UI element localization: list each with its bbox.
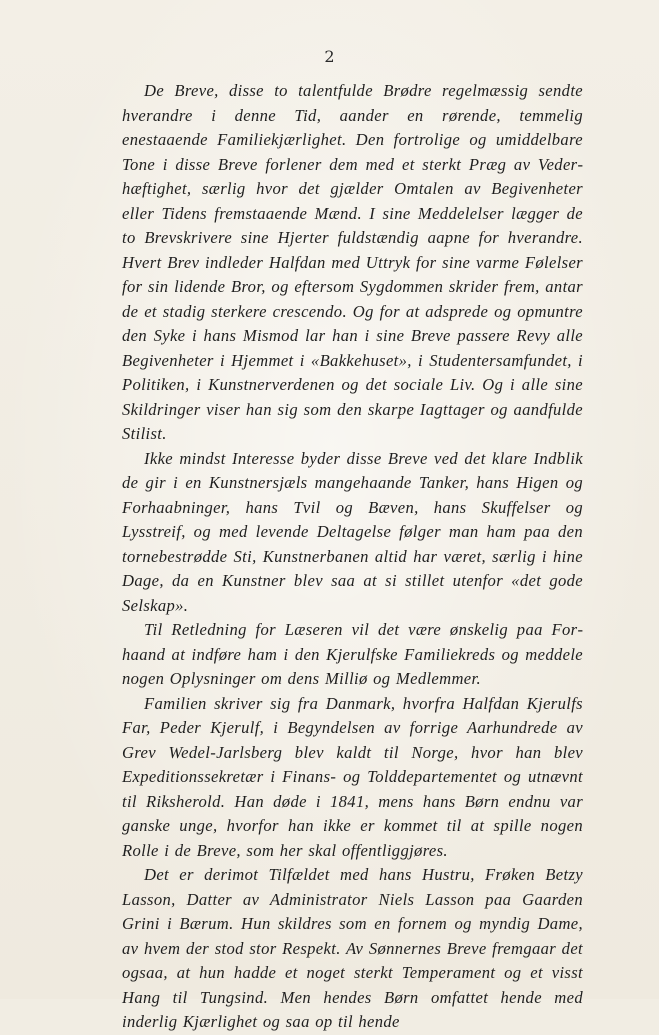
paragraph: Ikke mindst Interesse byder disse Breve ved det klare Indblik de gir i en Kunstnersjæls mangehaande Tanker, hans Higen og Forhaabninger, hans Tvil og Bæven, hans Skuffelser og Lysstreif, og med levende Deltagelse følger man ham paa den tornebestrødde Sti, Kunstnerbanen altid har været, særlig i hine Dage, da en Kunstner blev saa at si stillet utenfor «det gode Selskap». [122,448,583,615]
paragraph: Til Retledning for Læseren vil det være ønskelig paa Forhaand at indføre ham i den Kjerulfske Familiekreds og meddele nogen Oplysninger om dens Milliø og Medlemmer. [122,620,583,688]
page-number: 2 [324,47,335,66]
paragraph: Det er derimot Tilfældet med hans Hustru, Frøken Betzy Lasson, Datter av Administrator Niels Lasson paa Gaarden Grini i Bærum. Hun skildres som en fornem og myndig Dame, av hvem der stod stor Respekt. Av Sønnernes Breve fremgaar det ogsaa, at hun hadde et noget sterkt Temperament og et visst Hang til Tungsind. Men hendes Børn omfattet hende med inderlig Kjærlighet og saa op til hende [122,865,583,1031]
body-text [122,79,583,1035]
paragraph: De Breve, disse to talentfulde Brødre regelmæssig sendte hverandre i denne Tid, aander en rørende, temmelig enestaaende Familiekjærlighet. Den fortrolige og umiddelbare Tone i disse Breve forlener dem med et sterkt Præg av Vederhæftighet, særlig hvor det gjælder Omtalen av Begivenheter eller Tidens fremstaaende Mænd. I sine Meddelelser lægger de to Brevskrivere sine Hjerter fuldstændig aapne for hverandre. Hvert Brev indleder Halfdan med Uttryk for sine varme Følelser for sin lidende Bror, og eftersom Sygdommen skrider frem, antar de et stadig sterkere crescendo. Og for at adsprede og opmuntre den Syke i hans Mismod lar han i sine Breve passere Revy alle Begivenheter i Hjemmet i «Bakkehuset», i Studentersamfundet, i Politiken, i Kunstnerverdenen og det sociale Liv. Og i alle sine Skildringer viser han sig som den skarpe Iagttager og aandfulde Stilist. [122,81,583,443]
paragraph: Familien skriver sig fra Danmark, hvorfra Halfdan Kjerulfs Far, Peder Kjerulf, i Begyndelsen av forrige Aarhundrede av Grev Wedel-Jarlsberg blev kaldt til Norge, hvor han blev Expeditionssekretær i Finans- og Tolddepartementet og utnævnt til Riksherold. Han døde i 1841, mens hans Børn endnu var ganske unge, hvorfor han ikke er kommet til at spille nogen Rolle i de Breve, som her skal offentliggjøres. [122,693,583,860]
